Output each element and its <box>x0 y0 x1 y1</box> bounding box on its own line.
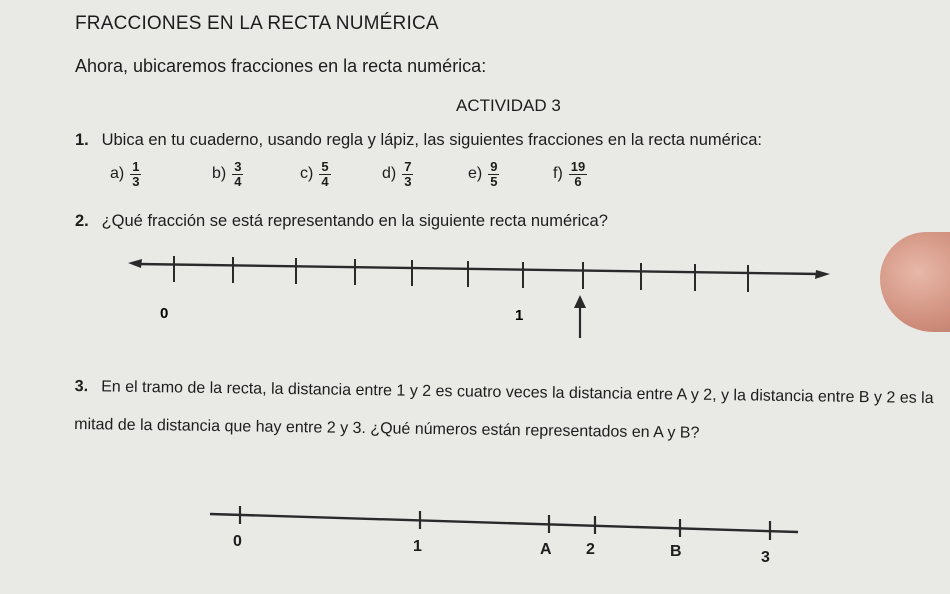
numerator: 19 <box>570 159 586 174</box>
numerator: 3 <box>234 159 242 174</box>
option-letter: d) <box>382 165 397 183</box>
page-title: FRACCIONES EN LA RECTA NUMÉRICA <box>75 13 439 34</box>
option-letter: e) <box>468 165 483 183</box>
option-letter: f) <box>553 165 563 183</box>
denominator: 3 <box>132 173 140 189</box>
question-2-number: 2. <box>75 212 89 230</box>
label-one: 1 <box>413 538 422 555</box>
number-line-axis <box>210 514 798 532</box>
option-letter: b) <box>212 165 227 183</box>
label-zero: 0 <box>160 305 169 322</box>
denominator: 4 <box>321 173 329 189</box>
label-three: 3 <box>761 549 770 566</box>
numerator: 7 <box>404 159 412 174</box>
question-1-number: 1. <box>75 131 89 149</box>
option-letter: a) <box>110 165 125 183</box>
label-a: A <box>540 541 552 558</box>
question-1-text: Ubica en tu cuaderno, usando regla y lápiz, las siguientes fracciones en la recta numérica: <box>101 131 762 149</box>
numerator: 5 <box>321 159 329 174</box>
question-3-number: 3. <box>74 377 89 396</box>
activity-heading: ACTIVIDAD 3 <box>456 96 561 115</box>
option-letter: c) <box>300 165 314 183</box>
label-one: 1 <box>515 307 524 324</box>
intro-text: Ahora, ubicaremos fracciones en la recta numérica: <box>75 56 487 76</box>
numerator: 9 <box>490 159 498 174</box>
label-b: B <box>670 543 682 560</box>
numerator: 1 <box>132 159 140 174</box>
question-3-text: En el tramo de la recta, la distancia entre 1 y 2 es cuatro veces la distancia entre A y 2, y la distancia entre B y 2 es la mitad de la distancia que hay entre 2 y 3. ¿Qué números están representados en A y B? <box>74 378 934 442</box>
denominator: 4 <box>234 173 242 189</box>
denominator: 3 <box>404 173 412 189</box>
label-zero: 0 <box>233 533 242 550</box>
label-two: 2 <box>586 541 595 558</box>
denominator: 5 <box>490 173 498 189</box>
question-2-text: ¿Qué fracción se está representando en la siguiente recta numérica? <box>101 212 608 230</box>
denominator: 6 <box>574 173 582 189</box>
